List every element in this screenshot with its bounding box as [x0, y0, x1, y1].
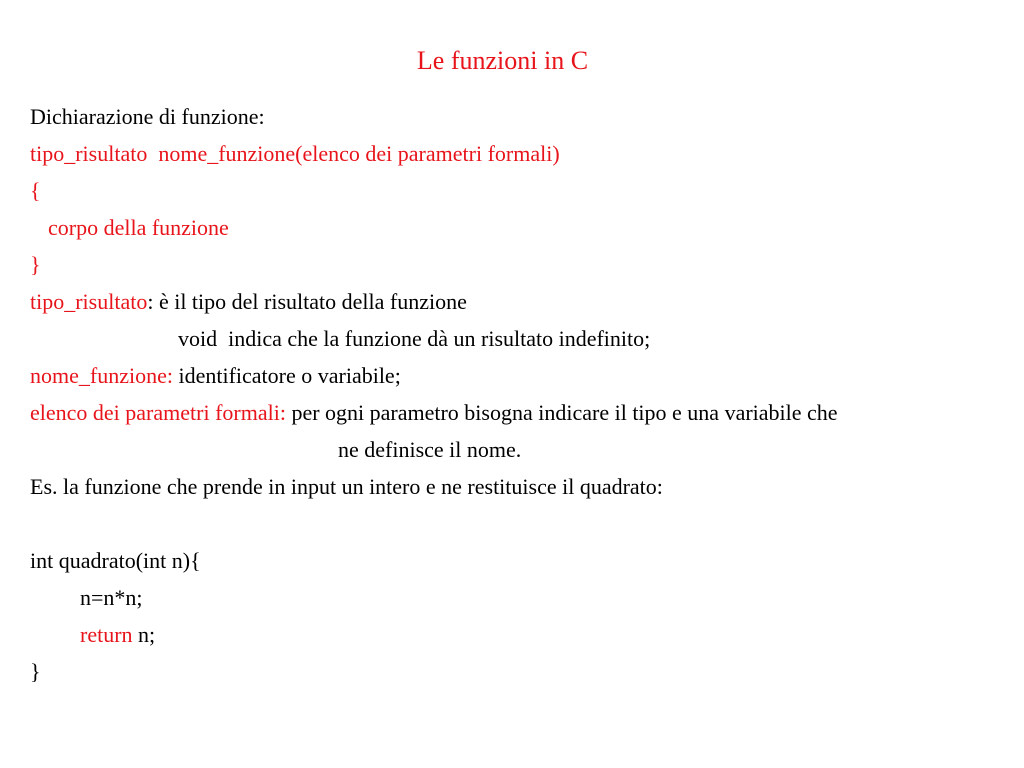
tipo-risultato-term: tipo_risultato	[30, 289, 148, 314]
example-intro: Es. la funzione che prende in input un intero e ne restituisce il quadrato:	[30, 474, 663, 499]
elenco-desc: per ogni parametro bisogna indicare il tipo e una variabile che	[285, 400, 838, 425]
elenco-desc-continued: ne definisce il nome.	[338, 437, 522, 462]
close-brace: }	[30, 252, 41, 277]
declaration-heading: Dichiarazione di funzione:	[30, 104, 265, 129]
tipo-risultato-line	[30, 289, 467, 315]
nome-funzione-desc: identificatore o variabile;	[172, 363, 401, 388]
code-line-assign: n=n*n;	[80, 585, 143, 610]
code-line-return	[80, 622, 155, 648]
elenco-line	[30, 400, 838, 426]
void-desc: void indica che la funzione dà un risultato indefinito;	[178, 326, 651, 351]
elenco-term: elenco dei parametri formali:	[30, 400, 286, 425]
return-keyword: return	[80, 622, 133, 647]
open-brace: {	[30, 178, 41, 203]
tipo-risultato-desc: : è il tipo del risultato della funzione	[147, 289, 467, 314]
function-body-text: corpo della funzione	[48, 215, 229, 240]
function-signature: tipo_risultato nome_funzione(elenco dei parametri formali)	[30, 141, 560, 166]
slide-title: Le funzioni in C	[416, 46, 589, 75]
code-close-brace: }	[30, 659, 41, 684]
nome-funzione-term: nome_funzione:	[30, 363, 173, 388]
nome-funzione-line	[30, 363, 401, 389]
code-line-signature: int quadrato(int n){	[30, 548, 201, 573]
return-value: n;	[132, 622, 156, 647]
